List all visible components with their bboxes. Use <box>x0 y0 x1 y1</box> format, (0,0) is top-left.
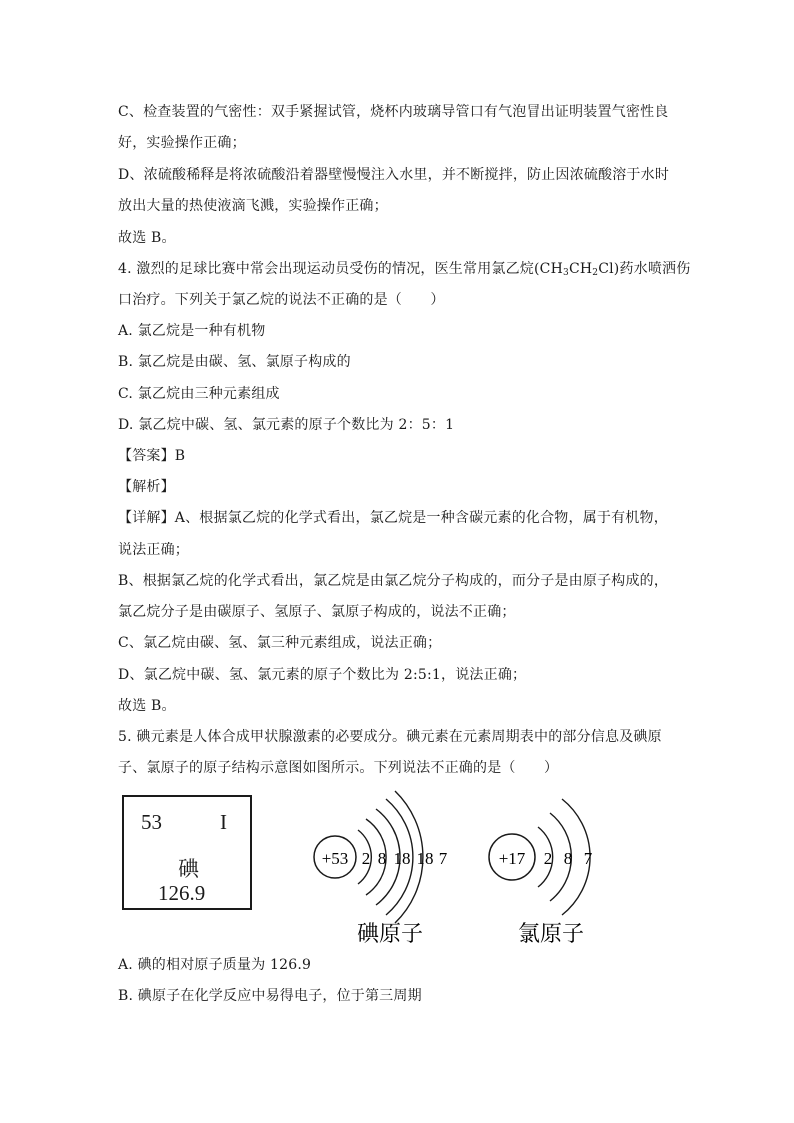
detail-line: C、氯乙烷由碳、氢、氯三种元素组成，说法正确； <box>118 635 442 651</box>
question-5-stem: 5. 碘元素是人体合成甲状腺激素的必要成分。碘元素在元素周期表中的部分信息及碘原 <box>118 729 662 745</box>
option-a: A. 碘的相对原子质量为 126.9 <box>118 957 312 973</box>
chlorine-atom-diagram <box>489 799 593 946</box>
text-line: C、检查装置的气密性：双手紧握试管，烧杯内玻璃导管口有气泡冒出证明装置气密性良 <box>118 104 669 120</box>
chlorine-shell-electrons: 8 <box>563 849 573 868</box>
analysis-label: 【解析】 <box>118 479 175 495</box>
detail-line: 氯乙烷分子是由碳原子、氢原子、氯原子构成的，说法不正确； <box>118 604 516 620</box>
text-line: 放出大量的热使液滴飞溅，实验操作正确； <box>118 198 388 214</box>
periodic-table-cell <box>122 795 252 910</box>
iodine-shell-electrons: 18 <box>416 849 434 868</box>
detail-line: B、根据氯乙烷的化学式看出，氯乙烷是由氯乙烷分子构成的，而分子是由原子构成的， <box>118 573 669 589</box>
question-4-text: 4. 激烈的足球比赛中常会出现运动员受伤的情况，医生常用氯乙烷(CH <box>118 261 563 277</box>
detail-line: 故选 B。 <box>118 698 176 714</box>
detail-line: 【详解】A、根据氯乙烷的化学式看出，氯乙烷是一种含碳元素的化合物，属于有机物， <box>118 510 668 526</box>
atomic-mass: 126.9 <box>158 881 206 905</box>
detail-line: 说法正确； <box>118 542 189 558</box>
iodine-shell-electrons: 18 <box>393 849 411 868</box>
subscript: 2 <box>592 268 599 278</box>
chlorine-nucleus-charge: +17 <box>498 849 526 868</box>
atomic-structure-diagrams <box>298 785 608 955</box>
iodine-nucleus-charge: +53 <box>321 849 349 868</box>
chlorine-atom-label: 氯原子 <box>517 921 585 946</box>
question-4-stem-cont: 口治疗。下列关于氯乙烷的说法不正确的是（ ） <box>118 292 445 308</box>
chlorine-shell-electrons: 2 <box>543 849 553 868</box>
option-b: B. 碘原子在化学反应中易得电子，位于第三周期 <box>118 988 422 1004</box>
formula-part: Cl)药水喷洒伤 <box>598 261 691 277</box>
text-line: 好，实验操作正确； <box>118 135 246 151</box>
option-c: C. 氯乙烷由三种元素组成 <box>118 386 280 402</box>
question-4-stem <box>118 259 690 283</box>
iodine-atom-label: 碘原子 <box>356 921 424 946</box>
iodine-shell-electrons: 2 <box>361 849 371 868</box>
subscript: 3 <box>563 268 569 278</box>
detail-line: D、氯乙烷中碳、氢、氯元素的原子个数比为 2:5:1，说法正确； <box>118 667 527 683</box>
question-5-figure <box>118 785 598 955</box>
question-5-stem-cont: 子、氯原子的原子结构示意图如图所示。下列说法不正确的是（ ） <box>118 760 559 776</box>
text-line: 故选 B。 <box>118 230 176 246</box>
text-line: D、浓硫酸稀释是将浓硫酸沿着器壁慢慢注入水里，并不断搅拌，防止因浓硫酸溶于水时 <box>118 167 670 183</box>
option-d: D. 氯乙烷中碳、氢、氯元素的原子个数比为 2：5：1 <box>118 417 455 433</box>
option-b: B. 氯乙烷是由碳、氢、氯原子构成的 <box>118 354 351 370</box>
answer-label: 【答案】B <box>118 448 186 464</box>
chlorine-shell-electrons: 7 <box>583 849 593 868</box>
formula-part: CH <box>568 261 593 277</box>
element-symbol: I <box>220 810 227 834</box>
element-name: 碘 <box>178 857 199 881</box>
atomic-number: 53 <box>141 810 162 834</box>
iodine-shell-electrons: 7 <box>438 849 448 868</box>
iodine-shell-electrons: 8 <box>377 849 387 868</box>
iodine-atom-diagram <box>314 791 448 946</box>
option-a: A. 氯乙烷是一种有机物 <box>118 323 266 339</box>
